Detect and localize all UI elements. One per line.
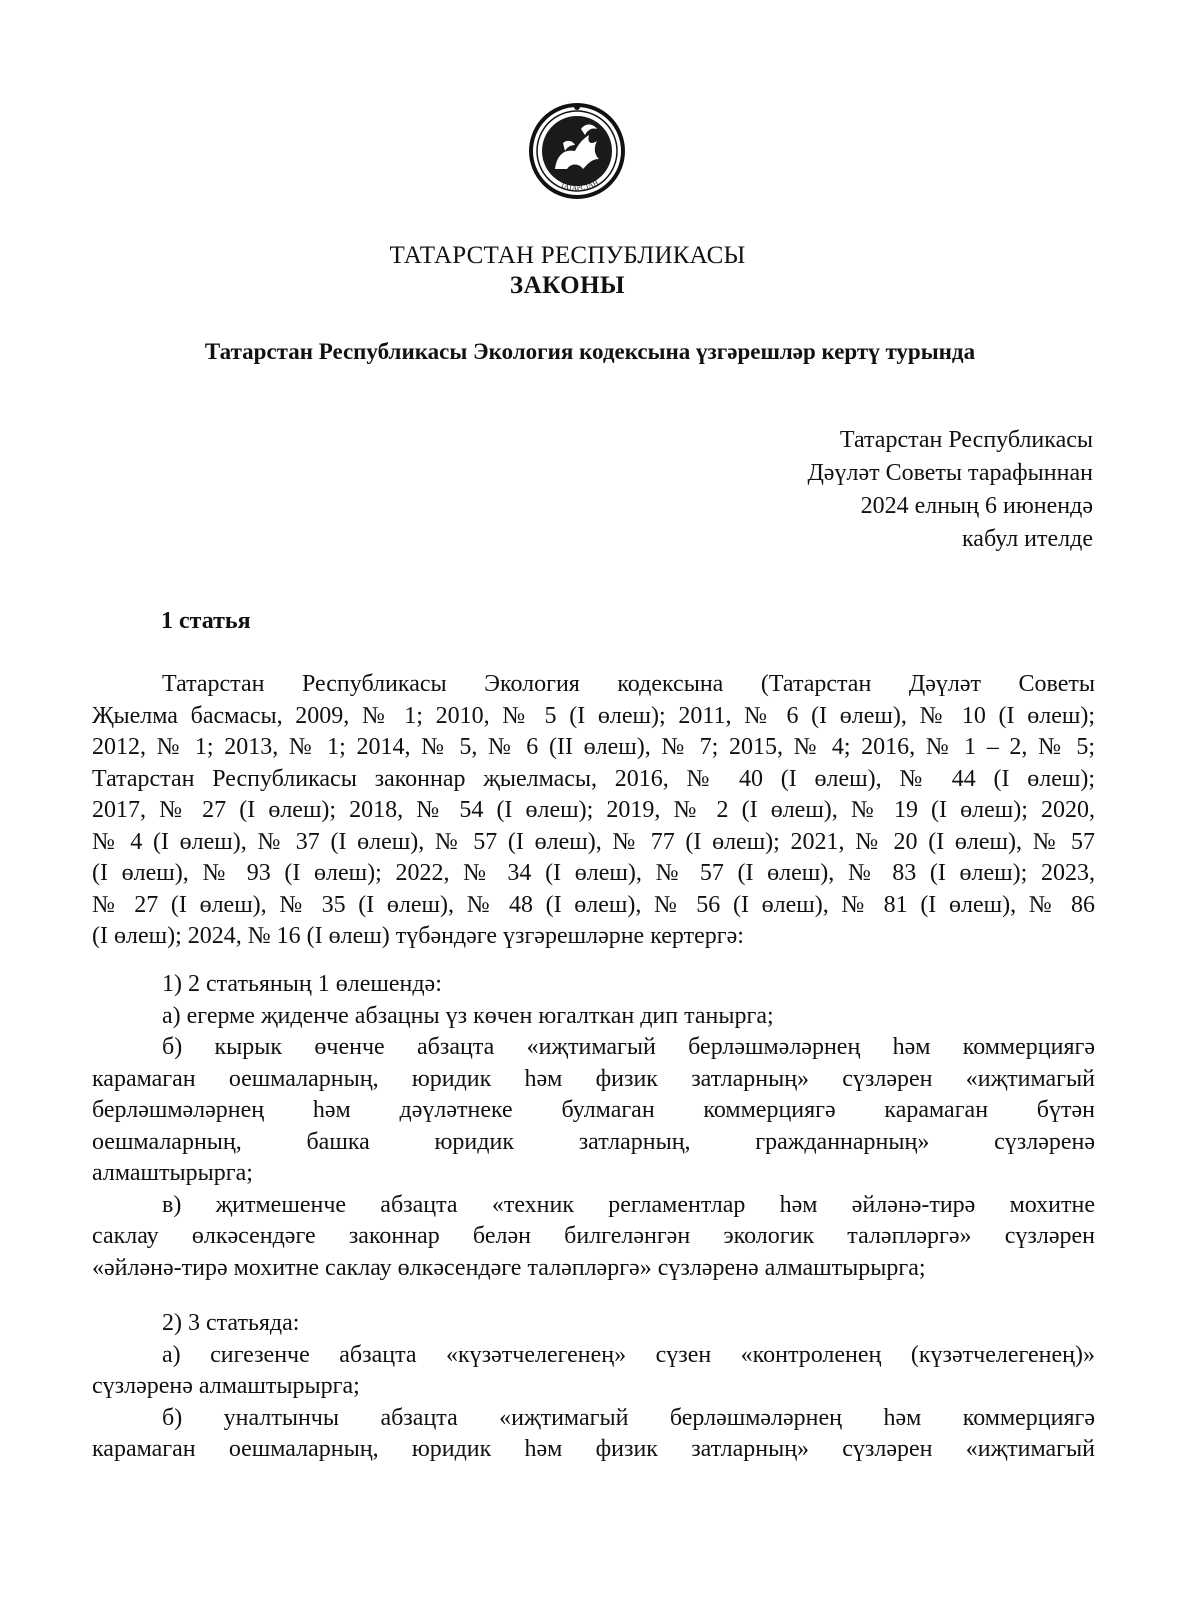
article-title: 1 статья bbox=[161, 608, 251, 634]
text-line: а) сигезенче абзацта «күзәтчелегенең» сүзен «контроленең (күзәтчелегенең)» bbox=[162, 1341, 1095, 1368]
text-line: № 4 (I өлеш), № 37 (I өлеш), № 57 (I өлеш), № 77 (I өлеш); 2021, № 20 (I өлеш), № 57 bbox=[92, 828, 1095, 855]
adoption-block bbox=[600, 424, 1093, 556]
republic-title: ТАТАРСТАН РЕСПУБЛИКАСЫ bbox=[389, 242, 746, 269]
text-line: алмаштырырга; bbox=[92, 1160, 253, 1186]
adoption-line: кабул ителде bbox=[962, 526, 1093, 552]
text-line: карамаган оешмаларның, юридик һәм физик затларның» сүзләрен «иҗтимагый bbox=[92, 1065, 1095, 1092]
text-line: б) уналтынчы абзацта «иҗтимагый берләшмәләрнең һәм коммерциягә bbox=[162, 1404, 1095, 1431]
text-line: б) кырык өченче абзацта «иҗтимагый берләшмәләрнең һәм коммерциягә bbox=[162, 1034, 1095, 1060]
item-2 bbox=[92, 1308, 1095, 1466]
law-subject: Татарстан Республикасы Экология кодексына үзгәрешләр кертү турында bbox=[204, 339, 976, 364]
text-line: Татарстан Республикасы Экология кодексына (Татарстан Дәүләт Советы bbox=[162, 671, 1095, 697]
law-title: ЗАКОНЫ bbox=[509, 272, 626, 299]
text-line: 2) 3 статьяда: bbox=[162, 1310, 300, 1336]
adoption-line: Дәүләт Советы тарафыннан bbox=[807, 460, 1093, 486]
text-line: а) егерме җиденче абзацны үз көчен югалткан дип танырга; bbox=[162, 1002, 774, 1029]
text-line: саклау өлкәсендәге законнар белән билгеләнгән экологик таләпләргә» сүзләрен bbox=[92, 1223, 1095, 1249]
text-line: карамаган оешмаларның, юридик һәм физик затларның» сүзләрен «иҗтимагый bbox=[92, 1436, 1095, 1462]
text-line: 1) 2 статьяның 1 өлешендә: bbox=[162, 971, 442, 997]
text-line: оешмаларның, башка юридик затларның, гражданнарның» сүзләренә bbox=[92, 1128, 1095, 1155]
text-line: № 27 (I өлеш), № 35 (I өлеш), № 48 (I өлеш), № 56 (I өлеш), № 81 (I өлеш), № 86 bbox=[92, 891, 1095, 918]
text-line: 2012, № 1; 2013, № 1; 2014, № 5, № 6 (II өлеш), № 7; 2015, № 4; 2016, № 1 – 2, № 5; bbox=[92, 734, 1095, 760]
text-line: Җыелма басмасы, 2009, № 1; 2010, № 5 (I өлеш); 2011, № 6 (I өлеш), № 10 (I өлеш); bbox=[92, 702, 1095, 729]
text-line: (I өлеш), № 93 (I өлеш); 2022, № 34 (I өлеш), № 57 (I өлеш), № 83 (I өлеш); 2023, bbox=[92, 860, 1096, 886]
text-line: «әйләнә-тирә мохитне саклау өлкәсендәге таләпләргә» сүзләренә алмаштырырга; bbox=[92, 1254, 926, 1281]
adoption-line: Татарстан Республикасы bbox=[839, 427, 1093, 453]
text-line: (I өлеш); 2024, № 16 (I өлеш) түбәндәге үзгәрешләрне кертергә: bbox=[92, 923, 744, 949]
tatarstan-emblem-icon bbox=[527, 99, 627, 203]
text-line: берләшмәләрнең һәм дәүләтнеке булмаган коммерциягә карамаган бүтән bbox=[92, 1097, 1095, 1123]
adoption-line: 2024 елның 6 июнендә bbox=[860, 493, 1093, 519]
text-line: Татарстан Республикасы законнар җыелмасы, 2016, № 40 (I өлеш), № 44 (I өлеш); bbox=[92, 765, 1095, 792]
text-line: в) җитмешенче абзацта «техник регламентлар һәм әйләнә-тирә мохитне bbox=[162, 1191, 1095, 1218]
item-1 bbox=[92, 969, 1095, 1284]
svg-text:ТАТАРСТАН: ТАТАРСТАН bbox=[559, 178, 600, 193]
text-line: 2017, № 27 (I өлеш); 2018, № 54 (I өлеш); 2019, № 2 (I өлеш), № 19 (I өлеш); 2020, bbox=[92, 797, 1095, 823]
text-line: сүзләренә алмаштырырга; bbox=[92, 1373, 360, 1399]
paragraph-amendments-intro bbox=[92, 669, 1095, 953]
